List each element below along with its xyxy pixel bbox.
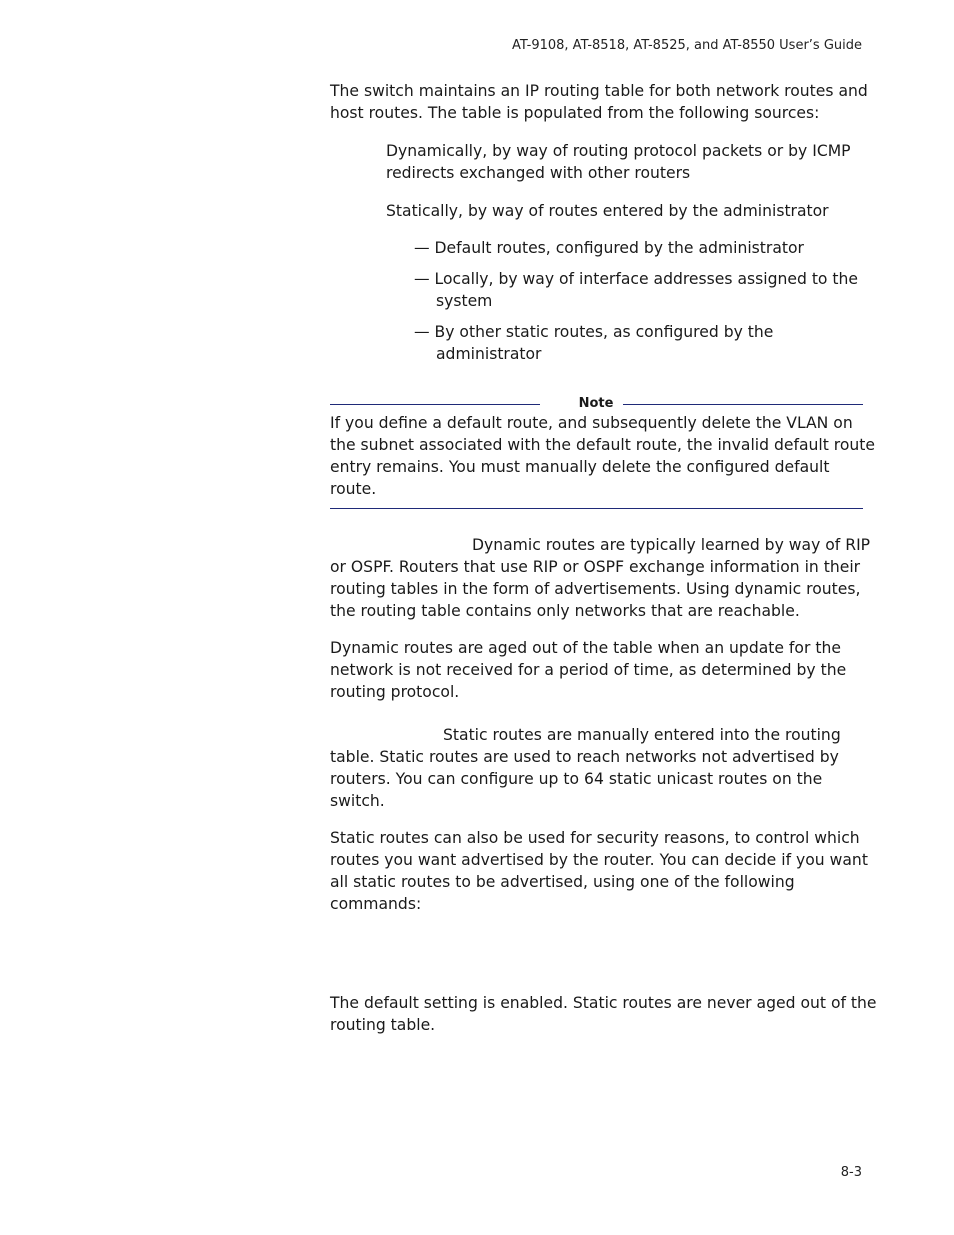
static-security-paragraph <box>330 827 870 915</box>
note-text <box>330 412 875 500</box>
note-bottom-rule <box>330 508 863 509</box>
static-routes-line: table. Static routes are used to reach networks not advertised by <box>330 748 839 766</box>
static-default-line: The default setting is enabled. Static routes are never aged out of the <box>330 994 877 1012</box>
static-security-line: Static routes can also be used for security reasons, to control which <box>330 829 860 847</box>
note-line: route. <box>330 480 377 498</box>
dynamic-routes-paragraph <box>330 534 870 622</box>
page-number: 8-3 <box>840 1165 862 1180</box>
note-label: Note <box>578 396 614 411</box>
intro-line: The switch maintains an IP routing table for both network routes and <box>330 82 868 100</box>
dynamic-routes-line: Dynamic routes are typically learned by way of RIP <box>472 536 871 554</box>
note-top-rule-left <box>330 404 540 405</box>
sub-item-line: — Default routes, configured by the administrator <box>414 239 804 257</box>
source-dynamic-line: Dynamically, by way of routing protocol packets or by ICMP <box>386 142 851 160</box>
static-routes-line: Static routes are manually entered into the routing <box>443 726 841 744</box>
intro-paragraph <box>330 80 870 124</box>
sub-item-line: — By other static routes, as configured by the <box>414 323 774 341</box>
dynamic-aging-line: network is not received for a period of time, as determined by the <box>330 661 847 679</box>
source-static <box>386 200 866 222</box>
dynamic-routes-line: or OSPF. Routers that use RIP or OSPF exchange information in their <box>330 558 861 576</box>
sub-item-other-static <box>414 321 773 365</box>
source-dynamic-line: redirects exchanged with other routers <box>386 164 691 182</box>
static-routes-line: switch. <box>330 792 385 810</box>
source-dynamic <box>386 140 866 184</box>
dynamic-routes-line: routing tables in the form of advertisements. Using dynamic routes, <box>330 580 861 598</box>
sub-item-line: administrator <box>436 345 542 363</box>
dynamic-aging-paragraph <box>330 637 870 703</box>
running-header: AT-9108, AT-8518, AT-8525, and AT-8550 User’s Guide <box>512 38 862 53</box>
note-line: the subnet associated with the default route, the invalid default route <box>330 436 875 454</box>
static-security-line: routes you want advertised by the router. You can decide if you want <box>330 851 868 869</box>
sub-item-default-routes <box>414 237 804 259</box>
dynamic-aging-line: routing protocol. <box>330 683 460 701</box>
sub-item-line: system <box>436 292 493 310</box>
static-security-line: all static routes to be advertised, using one of the following <box>330 873 795 891</box>
sub-item-line: — Locally, by way of interface addresses assigned to the <box>414 270 859 288</box>
static-routes-line: routers. You can configure up to 64 static unicast routes on the <box>330 770 823 788</box>
static-routes-paragraph <box>330 724 870 812</box>
intro-line: host routes. The table is populated from the following sources: <box>330 104 820 122</box>
note-top-rule-right <box>623 404 863 405</box>
note-line: entry remains. You must manually delete the configured default <box>330 458 830 476</box>
source-static-line: Statically, by way of routes entered by the administrator <box>386 202 829 220</box>
dynamic-aging-line: Dynamic routes are aged out of the table when an update for the <box>330 639 841 657</box>
dynamic-routes-line: the routing table contains only networks that are reachable. <box>330 602 800 620</box>
note-line: If you define a default route, and subsequently delete the VLAN on <box>330 414 853 432</box>
static-security-line: commands: <box>330 895 422 913</box>
static-default-paragraph <box>330 992 877 1036</box>
static-default-line: routing table. <box>330 1016 436 1034</box>
sub-item-local-routes <box>414 268 858 312</box>
